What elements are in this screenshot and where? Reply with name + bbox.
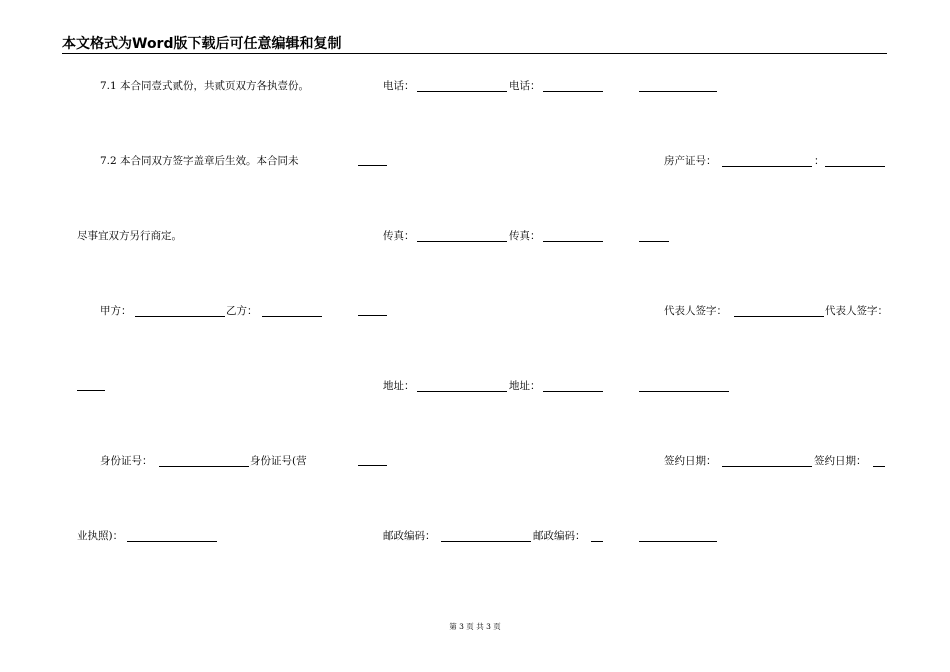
business-license-label: 业执照)：: [77, 530, 124, 542]
fax-blank-right[interactable]: [639, 241, 669, 242]
phone-b-blank-continued[interactable]: [358, 165, 387, 166]
page-footer: 第 3 页 共 3 页: [449, 622, 501, 631]
address-a-label: 地址：: [383, 380, 415, 392]
postal-blank-right[interactable]: [639, 541, 717, 542]
property-cert-label: 房产证号：: [664, 155, 717, 167]
address-b-label: 地址：: [509, 380, 541, 392]
property-cert-colon: ：: [814, 155, 825, 167]
address-b-blank[interactable]: [543, 391, 603, 392]
address-blank-right[interactable]: [639, 391, 729, 392]
clause-7-2: 7.2 本合同双方签字盖章后生效。本合同未: [100, 155, 299, 167]
party-a-blank[interactable]: [135, 316, 225, 317]
header-rule: [62, 53, 887, 54]
fax-a-blank[interactable]: [417, 241, 507, 242]
rep-sign-a-blank[interactable]: [734, 316, 824, 317]
address-a-blank[interactable]: [417, 391, 507, 392]
phone-a-label: 电话：: [383, 80, 415, 92]
clause-7-1: 7.1 本合同壹式贰份，共贰页双方各执壹份。: [100, 80, 310, 92]
postal-b-blank[interactable]: [591, 541, 603, 542]
phone-blank-right[interactable]: [639, 91, 717, 92]
fax-b-blank-continued[interactable]: [358, 315, 387, 316]
postal-a-blank[interactable]: [441, 541, 531, 542]
sign-date-a-label: 签约日期：: [664, 455, 717, 467]
fax-a-label: 传真：: [383, 230, 415, 242]
party-b-label: 乙方：: [226, 305, 258, 317]
phone-b-label: 电话：: [509, 80, 541, 92]
phone-a-blank[interactable]: [417, 91, 507, 92]
fax-b-label: 传真：: [509, 230, 541, 242]
address-b-blank-continued[interactable]: [358, 465, 387, 466]
fax-b-blank[interactable]: [543, 241, 603, 242]
party-b-blank[interactable]: [262, 316, 322, 317]
property-cert-blank-a[interactable]: [722, 166, 812, 167]
sign-date-a-blank[interactable]: [722, 466, 812, 467]
clause-7-2-continued: 尽事宜双方另行商定。: [77, 230, 182, 242]
sign-date-b-label: 签约日期：: [814, 455, 867, 467]
postal-b-label: 邮政编码：: [533, 530, 586, 542]
phone-b-blank[interactable]: [543, 91, 603, 92]
header-title: 本文格式为Word版下载后可任意编辑和复制: [62, 36, 342, 52]
rep-sign-b-label: 代表人签字：: [825, 305, 888, 317]
sign-date-b-blank[interactable]: [873, 466, 885, 467]
party-b-blank-continued[interactable]: [77, 390, 105, 391]
id-number-business-label: 身份证号(营: [250, 455, 307, 467]
id-number-label: 身份证号：: [100, 455, 153, 467]
rep-sign-a-label: 代表人签字：: [664, 305, 727, 317]
business-license-blank[interactable]: [127, 541, 217, 542]
property-cert-blank-b[interactable]: [825, 166, 885, 167]
party-a-label: 甲方：: [100, 305, 132, 317]
id-number-blank[interactable]: [159, 466, 249, 467]
postal-a-label: 邮政编码：: [383, 530, 436, 542]
